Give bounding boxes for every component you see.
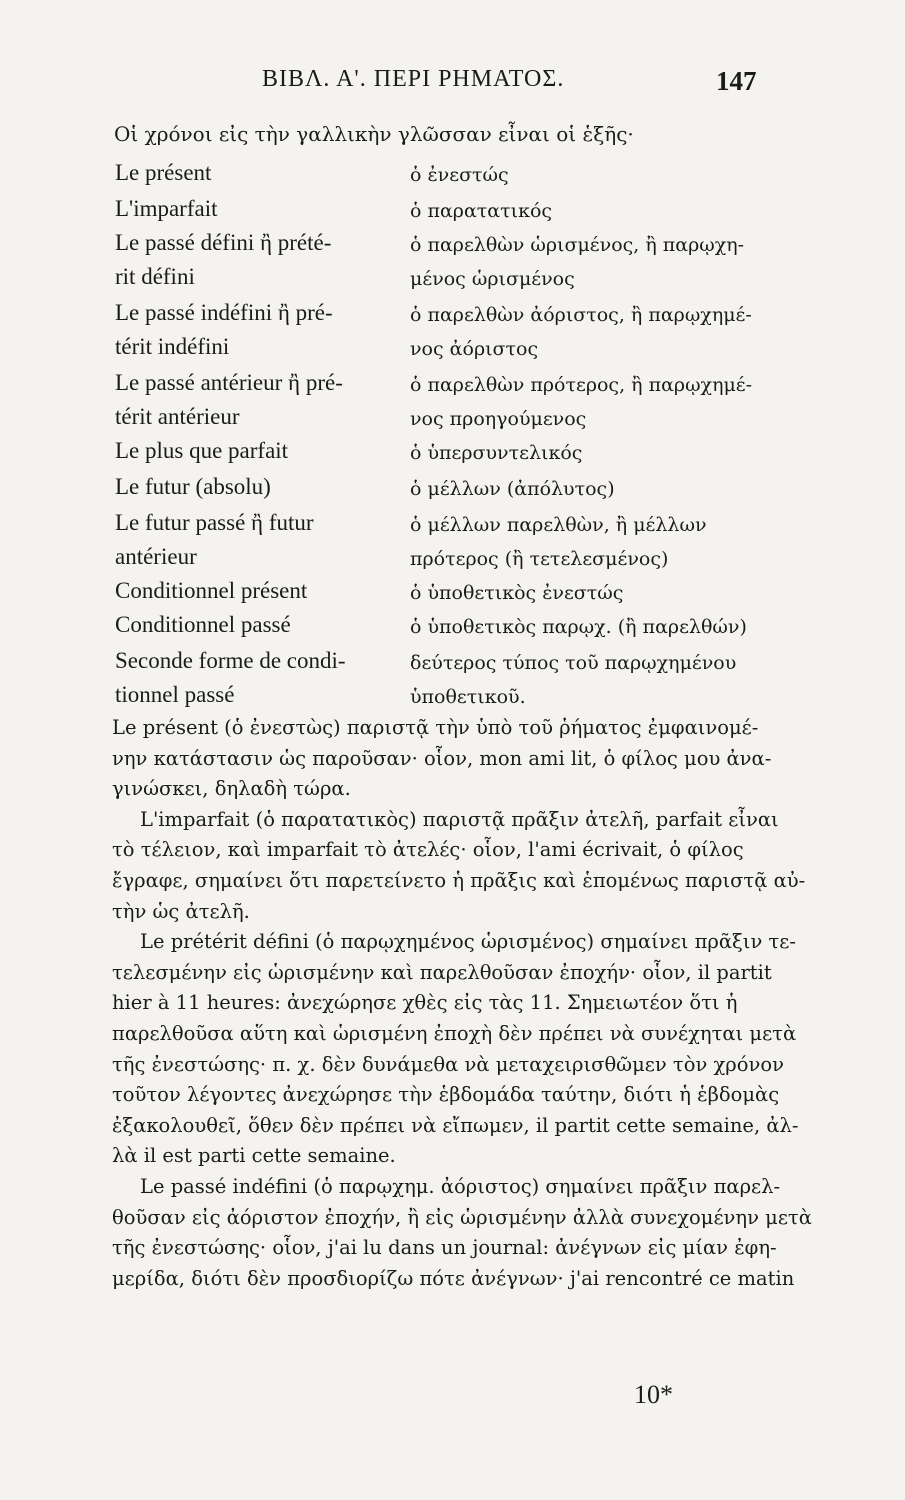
greek-term: ὁ παρελθὼν ὡρισμένος, ἢ παρῳχη- μένος ὡρισμένος bbox=[410, 234, 745, 290]
running-head bbox=[0, 66, 905, 96]
text-line: hier à 11 heures: ἀνεχώρησε χθὲς εἰς τὰς 11. Σημειωτέον ὅτι ἡ bbox=[112, 991, 738, 1015]
text-line: τῆς ἐνεστώσης· π. χ. δὲν δυνάμεθα νὰ μεταχειρισθῶμεν τὸν χρόνον bbox=[112, 1052, 784, 1076]
greek-term: ὁ μέλλων (ἀπόλυτος) bbox=[410, 478, 615, 500]
text-line: θοῦσαν εἰς ἀόριστον ἐποχήν, ἢ εἰς ὡρισμένην ἀλλὰ συνεχομένην μετὰ bbox=[112, 1205, 812, 1229]
text-line: γινώσκει, δηλαδὴ τώρα. bbox=[112, 777, 351, 801]
french-term: Le passé indéfini ἢ pré- térit indéfini bbox=[115, 300, 333, 359]
french-term: Le plus que parfait bbox=[115, 438, 289, 463]
paragraph-present bbox=[112, 713, 772, 805]
text-line: τὸ τέλειον, καὶ imparfait τὸ ἀτελές· οἷον, l'ami écrivait, ὁ φίλος bbox=[112, 838, 744, 862]
text-line: τὴν ὡς ἀτελῆ. bbox=[112, 899, 250, 923]
text-line: παρελθοῦσα αὕτη καὶ ὡρισμένη ἐποχὴ δὲν πρέπει νὰ συνέχηται μετὰ bbox=[112, 1021, 797, 1045]
greek-term: ὁ ὑποθετικὸς ἐνεστώς bbox=[410, 582, 624, 604]
french-term: Le futur (absolu) bbox=[115, 474, 271, 499]
french-term: Le présent bbox=[115, 160, 212, 185]
paragraph-passe-indefini bbox=[112, 1172, 812, 1294]
french-term: Conditionnel présent bbox=[115, 578, 308, 603]
french-term: L'imparfait bbox=[115, 196, 218, 221]
french-term: Seconde forme de condi- tionnel passé bbox=[115, 648, 346, 707]
greek-term: ὁ μέλλων παρελθὼν, ἢ μέλλων πρότερος (ἢ τετελεσμένος) bbox=[410, 514, 707, 570]
text-line: μερίδα, διότι δὲν προσδιορίζω πότε ἀνέγνων· j'ai rencontré ce matin bbox=[112, 1266, 795, 1290]
page-number: 147 bbox=[716, 66, 757, 96]
greek-term: ὁ παρελθὼν πρότερος, ἢ παρῳχημέ- νος προηγούμενος bbox=[410, 374, 753, 430]
text-line: τελεσμένην εἰς ὡρισμένην καὶ παρελθοῦσαν ἐποχήν· οἷον, il partit bbox=[112, 960, 772, 984]
text-line: Le prétérit défini (ὁ παρῳχημένος ὡρισμένος) σημαίνει πρᾶξιν τε- bbox=[140, 930, 796, 954]
greek-term: ὁ παρατατικός bbox=[410, 200, 553, 222]
text-line: τῆς ἐνεστώσης· οἷον, j'ai lu dans un journal: ἀνέγνων εἰς μίαν ἐφη- bbox=[112, 1236, 777, 1260]
french-term: Conditionnel passé bbox=[115, 612, 291, 637]
text-line: L'imparfait (ὁ παρατατικὸς) παριστᾷ πρᾶξιν ἀτελῆ, parfait εἶναι bbox=[140, 807, 779, 831]
greek-term: δεύτερος τύπος τοῦ παρῳχημένου ὑποθετικοῦ. bbox=[410, 652, 737, 708]
text-line: λὰ il est parti cette semaine. bbox=[112, 1144, 396, 1168]
text-line: Le présent (ὁ ἐνεστὼς) παριστᾷ τὴν ὑπὸ τοῦ ῥήματος ἐμφαινομέ- bbox=[112, 716, 759, 739]
running-title: ΒΙΒΛ. Α'. ΠΕΡΙ ΡΗΜΑΤΟΣ. bbox=[262, 66, 565, 92]
signature-mark: 10* bbox=[634, 1380, 673, 1409]
greek-term: ὁ παρελθὼν ἀόριστος, ἢ παρῳχημέ- νος ἀόριστος bbox=[410, 304, 752, 360]
body-text bbox=[112, 713, 812, 1294]
french-term: Le passé antérieur ἢ pré- térit antérieur bbox=[115, 370, 343, 429]
text-line: νην κατάστασιν ὡς παροῦσαν· οἷον, mon ami lit, ὁ φίλος μου ἀνα- bbox=[112, 746, 772, 770]
text-line: Le passé indéfini (ὁ παρῳχημ. ἀόριστος) σημαίνει πρᾶξιν παρελ- bbox=[140, 1174, 781, 1198]
greek-term: ὁ ἐνεστώς bbox=[410, 164, 509, 186]
text-line: ἔγραφε, σημαίνει ὅτι παρετείνετο ἡ πρᾶξις καὶ ἑπομένως παριστᾷ αὐ- bbox=[112, 868, 806, 892]
paragraph-imparfait bbox=[112, 805, 806, 927]
french-term: Le passé défini ἢ prété- rit défini bbox=[115, 230, 332, 289]
text-line: τοῦτον λέγοντες ἀνεχώρησε τὴν ἑβδομάδα ταύτην, διότι ἡ ἑβδομὰς bbox=[112, 1083, 780, 1107]
greek-term: ὁ ὑπερσυντελικός bbox=[410, 442, 583, 464]
french-term: Le futur passé ἢ futur antérieur bbox=[115, 510, 314, 569]
intro-sentence: Οἱ χρόνοι εἰς τὴν γαλλικὴν γλῶσσαν εἶναι οἱ ἑξῆς· bbox=[114, 122, 634, 146]
greek-term: ὁ ὑποθετικὸς παρῳχ. (ἢ παρελθών) bbox=[410, 616, 747, 638]
paragraph-preterit-defini bbox=[112, 927, 799, 1172]
text-line: ἐξακολουθεῖ, ὅθεν δὲν πρέπει νὰ εἴπωμεν, il partit cette semaine, ἀλ- bbox=[112, 1113, 799, 1137]
